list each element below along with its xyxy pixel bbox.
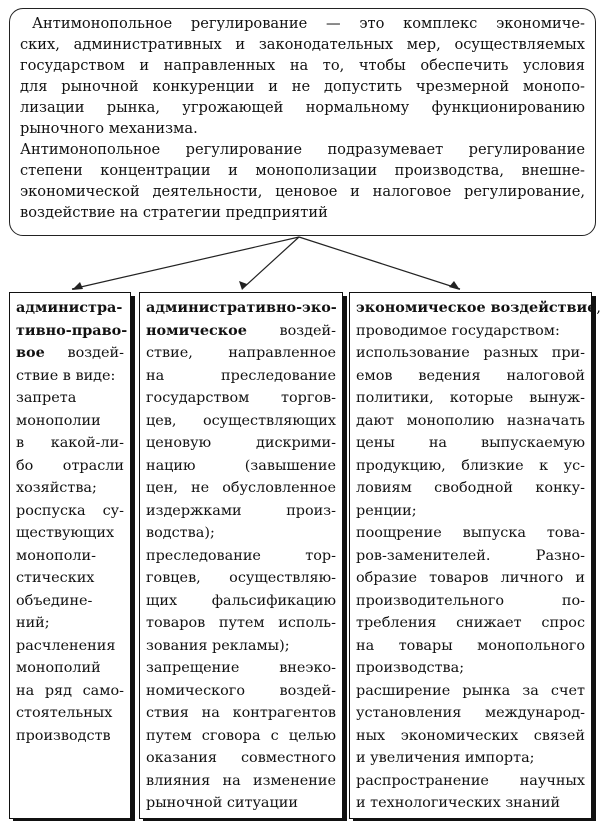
column-line xyxy=(146,725,336,748)
column-line-text: запрета xyxy=(16,390,77,406)
column-line xyxy=(16,432,124,455)
column-line-text: ров-заменителей. Разно- xyxy=(356,547,585,564)
column-line xyxy=(356,590,585,613)
column-line-text: ствие в виде: xyxy=(16,367,116,384)
column-line-text: стоятельных xyxy=(16,705,113,721)
column-line-bold: номическое xyxy=(146,321,247,339)
column-line-text: образие товаров личного и xyxy=(356,570,585,586)
column-line-text: поощрение выпуска това- xyxy=(356,525,585,541)
definition-line: экономической деятельности, ценовое и налоговое регулирование, xyxy=(20,183,585,200)
column-line xyxy=(16,522,124,545)
column-line xyxy=(16,297,124,320)
column-line-text: использование разных при- xyxy=(356,345,585,361)
column-line-text: бо отрасли xyxy=(16,457,124,474)
column-line xyxy=(146,747,336,770)
column-line xyxy=(16,657,124,680)
column-line-text: на преследование xyxy=(146,367,336,384)
column-line xyxy=(356,747,585,770)
column-line-text: цены на выпускаемую xyxy=(356,435,585,451)
column-line-text: щих фальсификацию xyxy=(146,592,336,609)
column-line xyxy=(146,770,336,793)
column-line-text: распространение научных xyxy=(356,772,585,789)
definition-line: ских, административных и законодательных мер, осуществляемых xyxy=(20,36,585,53)
column-line xyxy=(356,612,585,635)
column-line xyxy=(356,702,585,725)
column-line-text: цев, осуществляющих xyxy=(146,412,336,429)
column-line-text: на ряд само- xyxy=(16,682,124,699)
column-line-text: цен, не обусловленное xyxy=(146,480,336,496)
column-line xyxy=(16,702,124,725)
column-line-text: роспуска су- xyxy=(16,502,124,519)
column-line xyxy=(146,342,336,365)
column-line xyxy=(356,477,585,500)
column-line-text: ствия на контрагентов xyxy=(146,705,336,721)
column-line-text: воздей- xyxy=(246,322,336,339)
column-line xyxy=(146,297,336,320)
column-line-text: и увеличения импорта; xyxy=(356,750,535,766)
column-line xyxy=(146,702,336,725)
column-line xyxy=(356,365,585,388)
column-line-text: монополий xyxy=(16,660,101,676)
column-line xyxy=(356,320,585,343)
column-line-text: емов ведения налоговой xyxy=(356,367,585,384)
column-line xyxy=(356,545,585,568)
column-line xyxy=(16,320,128,343)
arrow-to-column-2 xyxy=(242,237,299,289)
column-line xyxy=(356,725,585,748)
column-line-text: продукцию, близкие к ус- xyxy=(356,457,585,474)
column-line-text: издержками произ- xyxy=(146,502,336,519)
column-line-text: оказания совместного xyxy=(146,750,336,766)
arrow-to-column-1 xyxy=(72,237,299,289)
column-line-bold: вое xyxy=(16,344,45,361)
column-line xyxy=(356,455,585,478)
column-line-text: товаров путем исполь- xyxy=(146,615,336,631)
column-line-text: ловиям свободной конку- xyxy=(356,480,585,496)
column-line-text: воздей- xyxy=(44,345,124,361)
column-line-text: производительного по- xyxy=(356,592,585,609)
column-line-text: производства; xyxy=(356,660,465,676)
column-line xyxy=(16,635,124,658)
definition-line: для рыночной конкуренции и не допустить чрезмерной монопо- xyxy=(20,78,585,95)
economic-impact-box xyxy=(349,292,601,819)
column-line-text: государством торгов- xyxy=(146,390,336,406)
arrow-to-column-3 xyxy=(299,237,460,289)
column-line xyxy=(356,522,585,545)
column-line-text: требления снижает спрос xyxy=(356,615,585,631)
definition-line: рыночного механизма. xyxy=(20,120,198,137)
column-line xyxy=(16,410,124,433)
column-line xyxy=(356,432,585,455)
column-line-text: проводимое государством: xyxy=(356,322,560,339)
column-line xyxy=(356,567,585,590)
column-line-text: водства); xyxy=(146,525,215,541)
column-line-text: монополии xyxy=(16,412,101,429)
column-line xyxy=(146,500,336,523)
column-line-text: рыночной ситуации xyxy=(146,795,298,811)
arrowhead-column-3 xyxy=(449,281,460,290)
column-line-bold: администра- xyxy=(16,299,123,316)
column-line xyxy=(356,297,601,320)
column-line-text: преследование тор- xyxy=(146,547,336,564)
column-line xyxy=(16,590,124,613)
column-line-text: монополи- xyxy=(16,547,96,564)
column-line xyxy=(146,657,336,680)
column-line xyxy=(356,410,585,433)
column-line-text: зования рекламы); xyxy=(146,637,290,654)
column-line xyxy=(16,477,124,500)
column-line xyxy=(16,500,124,523)
column-line xyxy=(356,792,585,815)
column-line-bold: экономическое воздействие xyxy=(356,299,597,316)
column-line-text: на товары монопольного xyxy=(356,637,585,654)
column-line-text: , xyxy=(596,300,601,316)
column-line-text: ществующих xyxy=(16,525,115,541)
arrowhead-column-1 xyxy=(72,282,83,290)
definition-line: государством и направленных на то, чтобы обеспечить условия xyxy=(20,57,585,74)
column-line-text: политики, которые вынуж- xyxy=(356,390,585,406)
column-line-bold: административно-эко- xyxy=(146,299,337,316)
column-line xyxy=(16,725,124,748)
column-line xyxy=(146,455,336,478)
definition-line: Антимонопольное регулирование — это комплекс экономиче- xyxy=(32,15,585,32)
column-line-text: нацию (завышение xyxy=(146,457,336,474)
column-line-text: ных экономических связей xyxy=(356,727,585,744)
definition-box xyxy=(9,8,596,236)
column-line-text: хозяйства; xyxy=(16,480,97,496)
column-line xyxy=(146,567,336,590)
column-line xyxy=(146,320,336,343)
column-line xyxy=(356,387,585,410)
column-line-text: расширение рынка за счет xyxy=(356,682,585,699)
column-line-bold: тивно-право- xyxy=(16,321,128,339)
column-line-text: и технологических знаний xyxy=(356,795,561,811)
column-line xyxy=(146,432,336,455)
column-line-text: говцев, осуществляю- xyxy=(146,570,336,586)
column-line xyxy=(16,387,124,410)
column-line xyxy=(146,590,336,613)
column-line xyxy=(146,792,336,815)
column-line xyxy=(16,342,124,365)
column-line-text: путем сговора с целью xyxy=(146,727,336,744)
column-line-text: ценовую дискрими- xyxy=(146,435,336,451)
column-line-text: номического воздей- xyxy=(146,682,336,699)
column-line xyxy=(356,680,585,703)
column-line xyxy=(146,477,336,500)
column-line-text: производств xyxy=(16,727,111,744)
column-line-text: стических xyxy=(16,570,95,586)
column-line xyxy=(16,545,124,568)
column-line-text: ствие, направленное xyxy=(146,345,336,361)
column-line xyxy=(146,387,336,410)
column-line xyxy=(146,635,336,658)
column-line-text: ренции; xyxy=(356,502,417,519)
column-line xyxy=(356,500,585,523)
definition-line: лизации рынка, угрожающей нормальному функционированию xyxy=(20,99,585,116)
column-line xyxy=(356,635,585,658)
column-line-text: в какой-ли- xyxy=(16,435,124,451)
column-line xyxy=(146,522,336,545)
column-line xyxy=(146,612,336,635)
column-line-text: влияния на изменение xyxy=(146,772,336,789)
column-line xyxy=(16,365,124,388)
column-line xyxy=(16,455,124,478)
column-line xyxy=(146,365,336,388)
administrative-economic-box xyxy=(139,292,343,819)
column-line-text: запрещение внеэко- xyxy=(146,660,336,676)
column-line xyxy=(146,410,336,433)
column-line-text: дают монополию назначать xyxy=(356,412,585,429)
column-line xyxy=(356,770,585,793)
column-line xyxy=(16,567,124,590)
column-line xyxy=(16,612,124,635)
column-line xyxy=(356,657,585,680)
column-line-text: ний; xyxy=(16,615,50,631)
definition-line: воздействие на стратегии предприятий xyxy=(20,204,328,221)
column-line-text: объедине- xyxy=(16,592,93,609)
column-line xyxy=(16,680,124,703)
column-line xyxy=(356,342,585,365)
definition-line: Антимонопольное регулирование подразумевает регулирование xyxy=(20,141,585,158)
definition-line: степени концентрации и монополизации производства, внешне- xyxy=(20,162,585,179)
column-line xyxy=(146,680,336,703)
administrative-legal-box xyxy=(9,292,131,819)
column-line-text: расчленения xyxy=(16,637,116,654)
column-line-text: установления международ- xyxy=(356,705,585,721)
column-line xyxy=(146,545,336,568)
